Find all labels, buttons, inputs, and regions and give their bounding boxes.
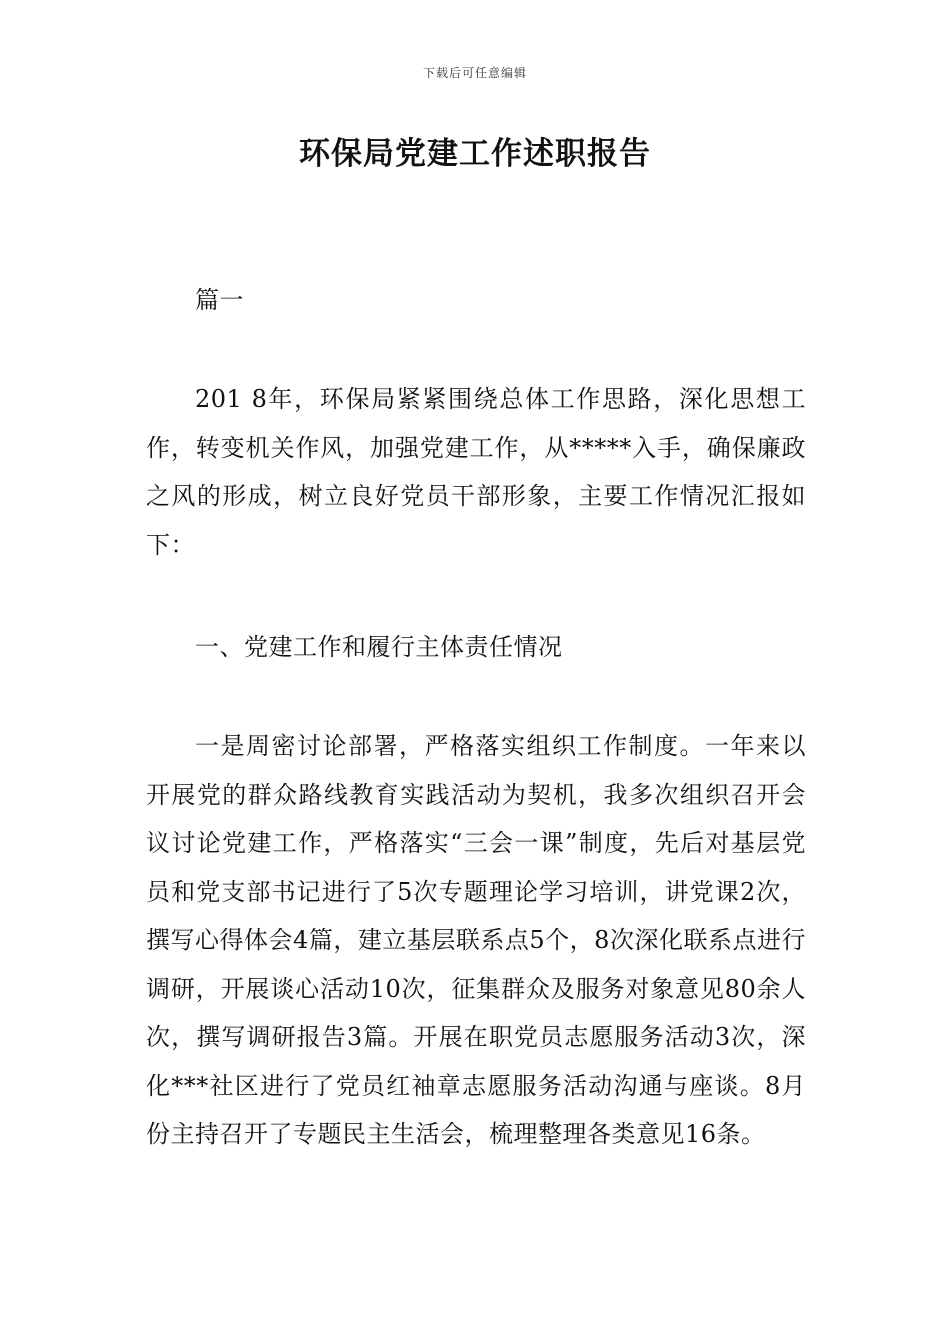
document-title: 环保局党建工作述职报告 <box>299 136 651 172</box>
section-label: 篇一 <box>195 286 244 314</box>
intro-paragraph: 201 8年，环保局紧紧围绕总体工作思路，深化思想工作，转变机关作风，加强党建工作，从*****入手，确保廉政之风的形成，树立良好党员干部形象，主要工作情况汇报如下： <box>146 385 806 559</box>
section-heading: 一、党建工作和履行主体责任情况 <box>195 633 563 661</box>
header-note: 下载后可任意编辑 <box>422 66 527 80</box>
body-paragraph: 一是周密讨论部署，严格落实组织工作制度。一年来以开展党的群众路线教育实践活动为契机，我多次组织召开会议讨论党建工作，严格落实“三会一课”制度，先后对基层党员和党支部书记进行了5次专题理论学习培训，讲党课2次，撰写心得体会4篇，建立基层联系点5个，8次深化联系点进行调研，开展谈心活动10次，征集群众及服务对象意见80余人次，撰写调研报告3篇。开展在职党员志愿服务活动3次，深化***社区进行了党员红袖章志愿服务活动沟通与座谈。8月份主持召开了专题民主生活会，梳理整理各类意见16条。 <box>146 732 806 1148</box>
